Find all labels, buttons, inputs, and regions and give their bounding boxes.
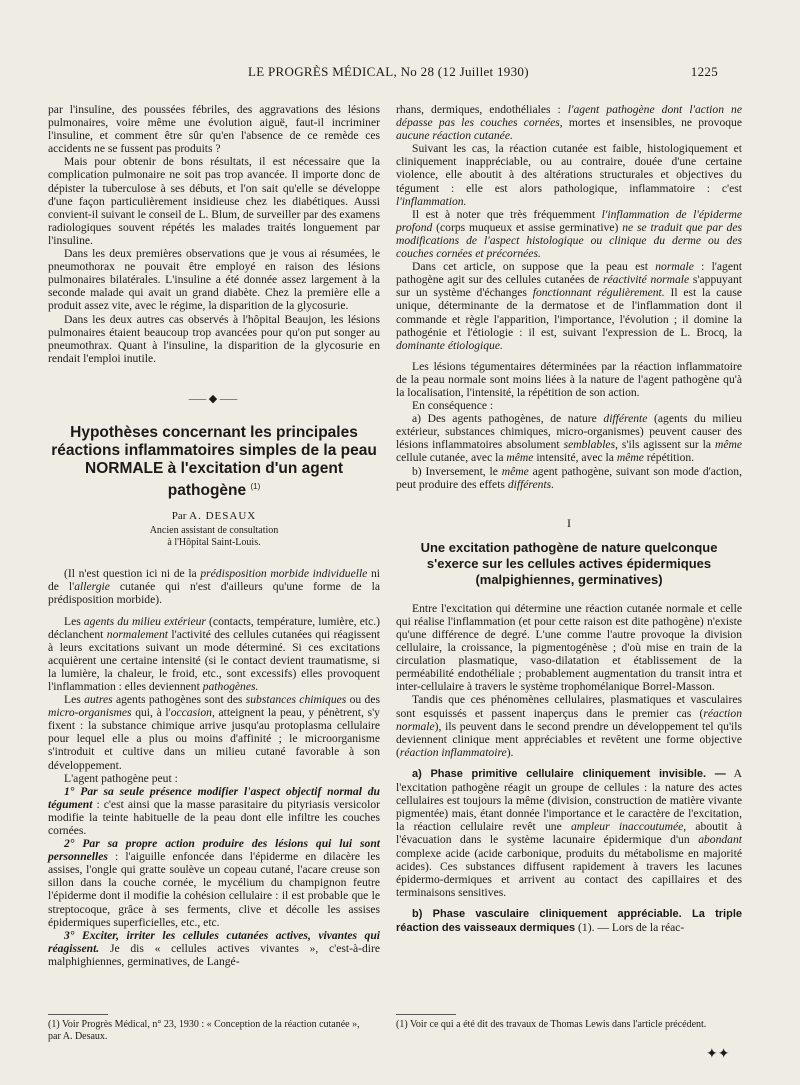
paragraph: Dans les deux premières observations que je vous ai résumées, le pneumothorax ne pouvait être employé en raison des lésions pulmonaires bilatérales. L'insuline a été donnée assez largement à la seconde malade qui avait un grand diabète. Chez la première elle a produit assez vite, avec le régime, la disparition de la glycosurie. <box>48 247 380 313</box>
paragraph: Suivant les cas, la réaction cutanée est faible, histologiquement et cliniquement inappréciable, ou au contraire, douée d'une certaine violence, elle aboutit à des altérations structurales et objectives du tégument : elle est alors pathologique, inflammatoire : c'est l'inflammation. <box>396 142 742 208</box>
paragraph: Il est à noter que très fréquemment l'inflammation de l'épiderme profond (corps muqueux et assise germinative) ne se traduit que par des modifications de l'aspect histologique ou clinique du derme ou des couches cornées et précornées. <box>396 207 742 261</box>
footnote-rule <box>48 1014 108 1015</box>
paragraph: a) Phase primitive cellulaire cliniquement invisible. — A l'excitation pathogène réagit un groupe de cellules : la nature des actes cellulaires est toujours la même (division, construction de matière vivante pigmentée) mais, étant donnée l'importance et le caractère de l'excitation, la réaction cellulaire revêt une ampleur inaccoutumée, aboutit à l'évacuation dans le système lacunaire épidermique d'un abondant complexe acide (acide carbonique, produits du métabolisme en majorité acides). Ces substances diffusent rapidement à travers les lacunes épidermo-dermiques et arrivent au contact des capillaires et des terminaisons sensitives. <box>396 766 742 899</box>
author-affiliation <box>48 525 380 549</box>
paragraph: rhans, dermiques, endothéliales : l'agent pathogène dont l'action ne dépasse pas les couches cornées, mortes et insensibles, ne provoque aucune réaction cutanée. <box>396 103 742 143</box>
left-column <box>48 103 380 968</box>
paragraph: b) Phase vasculaire cliniquement appréciable. La triple réaction des vaisseaux dermiques (1). — Lors de la réac- <box>396 907 742 934</box>
title-footnote-mark: (1) <box>250 481 261 491</box>
paragraph: (Il n'est question ici ni de la prédisposition morbide individuelle ni de l'allergie cutanée qui n'est d'ailleurs qu'une forme de la prédisposition morbide). <box>48 567 381 607</box>
paragraph: Les lésions tégumentaires déterminées par la réaction inflammatoire de la peau normale sont moins liées à la nature de l'agent pathogène qu'à la localisation, l'intensité, la répétition de son action. <box>396 359 742 399</box>
page-number: 1225 <box>690 64 718 79</box>
paragraph: Dans cet article, on suppose que la peau est normale : l'agent pathogène agit sur des cellules cutanées de réactivité normale s'appuyant sur un système d'échanges fonctionnant régulièrement. Il est la cause unique, déterminante de la dermatose et de l'inflammation dont il commande et règle l'apparition, l'importance, l'évolution ; il domine la pathogénie et l'étiologie : il est, suivant l'expression de L. Brocq, la dominante étiologique. <box>396 260 742 352</box>
paragraph: par l'insuline, des poussées fébriles, des aggravations des lésions pulmonaires, voire même une évolution aiguë, faut-il incriminer l'insuline, et comment être sûr qu'en l'absence de ce remède ces accidents ne se fussent pas produits ? <box>48 103 380 156</box>
author-name: A. DESAUX <box>189 510 257 523</box>
paragraph: 1° Par sa seule présence modifier l'aspect objectif normal du tégument : c'est ainsi que la masse parasitaire du pityriasis versicolor modifie la teinte habituelle de la peau dont elle infiltre les couches cornées. <box>48 784 380 837</box>
article-title-text: Hypothèses concernant les principales réactions inflammatoires simples de la peau NORMALE à l'excitation d'un agent pathogène <box>51 423 377 500</box>
paragraph: Les autres agents pathogènes sont des substances chimiques ou des micro-organismes qui, à l'occasion, atteignent la peau, y pénètrent, s'y fixent : la substance chimique arrive jusqu'au protoplasma cellulaire pour lequel elle a plus ou moins d'affinité ; le microorganisme s'introduit et cultive dans un milieu cutané favorable à son développement. <box>48 693 380 772</box>
right-column <box>396 103 742 935</box>
section-ornament: ⸺◆⸺ <box>188 392 240 405</box>
paragraph: Dans les deux autres cas observés à l'hôpital Beaujon, les lésions pulmonaires étaient beaucoup trop avancées pour qu'on put songer au pneumothrax. Quant à l'insuline, la disparition de la glycosurie en rendait l'emploi inutile. <box>48 312 380 365</box>
paragraph: Entre l'excitation qui détermine une réaction cutanée normale et celle qui réalise l'inflammation (et pour cette raison est dite pathogène) n'existe qu'une différence de degré. L'une comme l'autre provoque la division cellulaire, la croissance, la pigmentogénèse ; d'où mise en train de la circulation plasmatique, vaso-dilatation et établissement de la perméabilité endothéliale ; probablement augmentation du transit intra et inter-cellulaire à travers le système trophomélanique Borrel-Masson. <box>396 601 742 694</box>
paragraph: En conséquence : <box>412 399 494 413</box>
running-header <box>48 64 718 84</box>
paragraph: L'agent pathogène peut : <box>64 771 178 785</box>
affiliation-line: à l'Hôpital Saint-Louis. <box>167 537 261 549</box>
section-heading: Une excitation pathogène de nature quelconque s'exerce sur les cellules actives épidermiques (malpighiennes, germinatives) <box>420 539 718 587</box>
paragraph: 2° Par sa propre action produire des lésions qui lui sont personnelles : l'aiguille enfoncée dans l'épiderme en dilacère les assises, l'ongle qui gratte soulève un copeau cutané, l'acare creuse son sillon dans la couche cornée, le mycélium du champignon feutre l'épiderme dont il modifie la cohésion cellulaire : il est probable que le streptocoque, grâce à ses ferments, clive et décolle les assises épidermiques superficielles, etc., etc. <box>48 837 380 929</box>
affiliation-line: Ancien assistant de consultation <box>149 525 279 537</box>
byline-prefix: Par <box>171 510 187 523</box>
footnote-left: (1) Voir Progrès Médical, n° 23, 1930 : « Conception de la réaction cutanée », par A. Desaux. <box>48 1019 360 1042</box>
journal-title: LE PROGRÈS MÉDICAL, No 28 (12 Juillet 1930) <box>248 64 529 79</box>
paragraph: Tandis que ces phénomènes cellulaires, plasmatiques et vasculaires sont esquissés et passent inaperçus dans le premier cas (réaction normale), ils peuvent dans le second prendre un développement tel qu'ils deviennent clinique ment appréciables et revêtent une forme objective (réaction inflammatoire). <box>396 693 742 759</box>
paragraph: Mais pour obtenir de bons résultats, il est nécessaire que la complication pulmonaire ne soit pas trop avancée. Il importe donc de dépister la tuberculose à ses débuts, et l'on sait qu'elle se développe d'une façon particulièrement insidieuse chez les diabétiques. Aussi convient-il suivant le conseil de L. Blum, de surveiller par des examens radiologiques souvent répétés les malades traités longuement par l'insuline. <box>48 155 380 247</box>
byline <box>48 510 380 523</box>
footnote-rule <box>396 1014 456 1015</box>
paragraph: Les agents du milieu extérieur (contacts, température, lumière, etc.) déclanchent normalement l'activité des cellules cutanées qui réagissent à leurs excitations suivant un mode déterminé. Si ces excitations acquièrent une certaine intensité (si le contact devient traumatisme, si la lumière, la chaleur, le froid, etc., sont excessifs) elles provoquent l'inflammation : elles deviennent pathogènes. <box>48 614 381 693</box>
article-title <box>48 424 380 500</box>
footnote-right: (1) Voir ce qui a été dit des travaux de Thomas Lewis dans l'article précédent. <box>396 1019 707 1030</box>
end-ornament: ✦✦ <box>706 1047 730 1062</box>
paragraph: b) Inversement, le même agent pathogène, suivant son mode d'action, peut produire des effets différents. <box>396 464 742 491</box>
section-number: I <box>567 515 571 530</box>
paragraph: a) Des agents pathogènes, de nature différente (agents du milieu extérieur, substances chimiques, micro-organismes) peuvent causer des lésions inflammatoires absolument semblables, s'ils agissent sur la même cellule cutanée, avec la même intensité, avec la même répétition. <box>396 412 742 465</box>
paragraph: 3° Exciter, irriter les cellules cutanées actives, vivantes qui réagissent. Je dis « cellules actives vivantes », c'est-à-dire malphighiennes, germinatives, de Langé- <box>48 928 380 968</box>
